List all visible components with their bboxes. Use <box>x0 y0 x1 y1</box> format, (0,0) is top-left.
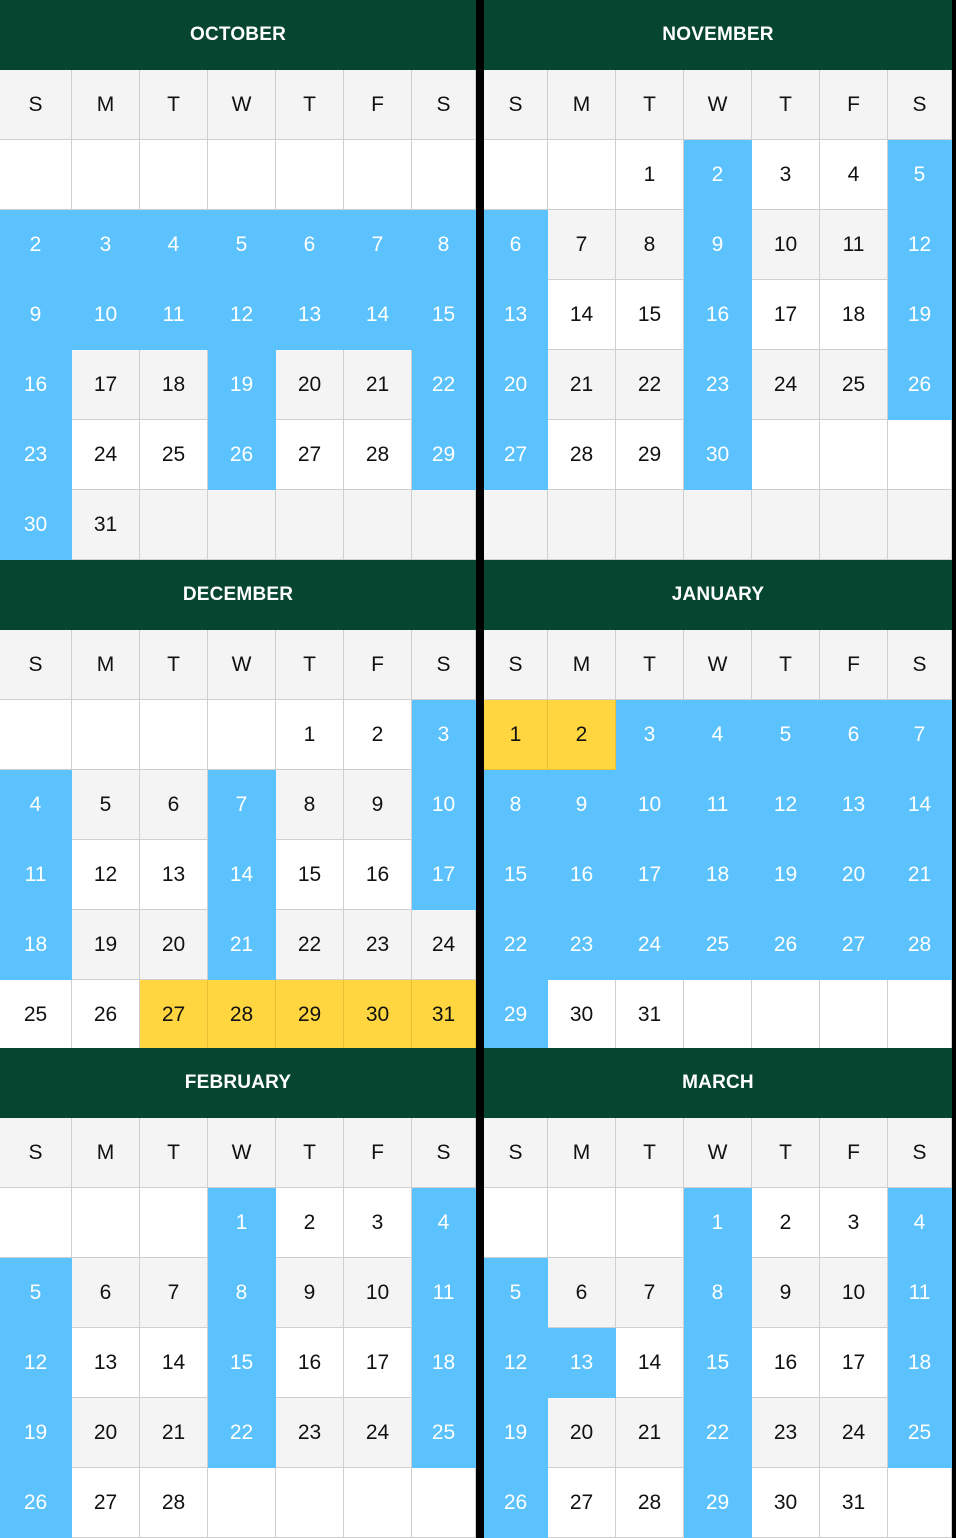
weekday-label: T <box>276 630 344 700</box>
day-cell: 10 <box>752 210 820 280</box>
day-cell: 1 <box>616 140 684 210</box>
day-cell: 9 <box>752 1258 820 1328</box>
empty-day-cell <box>0 1188 72 1258</box>
weekday-label: W <box>208 1118 276 1188</box>
day-cell: 29 <box>276 980 344 1050</box>
day-cell: 2 <box>684 140 752 210</box>
weekday-label: S <box>0 630 72 700</box>
day-cell: 4 <box>412 1188 476 1258</box>
day-cell: 12 <box>484 1328 548 1398</box>
weekday-label: S <box>888 630 952 700</box>
day-cell: 11 <box>140 280 208 350</box>
day-cell: 10 <box>412 770 476 840</box>
month-february <box>0 1048 476 1538</box>
day-cell: 8 <box>276 770 344 840</box>
day-cell: 28 <box>140 1468 208 1538</box>
day-cell: 18 <box>888 1328 952 1398</box>
weekday-label: T <box>752 1118 820 1188</box>
empty-day-cell <box>752 420 820 490</box>
day-cell: 26 <box>888 350 952 420</box>
day-cell: 10 <box>72 280 140 350</box>
day-cell: 28 <box>344 420 412 490</box>
day-cell: 13 <box>820 770 888 840</box>
day-cell: 16 <box>684 280 752 350</box>
day-cell: 1 <box>484 700 548 770</box>
month-title: MARCH <box>484 1048 952 1118</box>
day-cell: 18 <box>140 350 208 420</box>
day-cell: 13 <box>72 1328 140 1398</box>
day-cell: 23 <box>276 1398 344 1468</box>
day-cell: 20 <box>72 1398 140 1468</box>
day-cell: 30 <box>684 420 752 490</box>
day-cell: 30 <box>752 1468 820 1538</box>
day-cell: 25 <box>140 420 208 490</box>
day-cell: 30 <box>344 980 412 1050</box>
empty-day-cell <box>684 980 752 1050</box>
day-cell: 27 <box>548 1468 616 1538</box>
day-cell: 21 <box>616 1398 684 1468</box>
day-cell: 24 <box>752 350 820 420</box>
day-cell: 2 <box>548 700 616 770</box>
day-cell: 16 <box>752 1328 820 1398</box>
empty-day-cell <box>276 490 344 560</box>
day-cell: 28 <box>616 1468 684 1538</box>
day-cell: 14 <box>208 840 276 910</box>
weekday-label: S <box>412 70 476 140</box>
weekday-label: S <box>0 70 72 140</box>
day-cell: 18 <box>0 910 72 980</box>
month-january <box>484 560 952 1050</box>
weekday-label: M <box>72 1118 140 1188</box>
weekday-label: T <box>140 630 208 700</box>
weekday-label: W <box>208 630 276 700</box>
empty-day-cell <box>0 140 72 210</box>
empty-day-cell <box>208 140 276 210</box>
day-cell: 21 <box>344 350 412 420</box>
month-title: NOVEMBER <box>484 0 952 70</box>
day-cell: 18 <box>684 840 752 910</box>
weekday-label: T <box>616 70 684 140</box>
weekday-label: S <box>412 630 476 700</box>
day-cell: 3 <box>752 140 820 210</box>
day-cell: 18 <box>412 1328 476 1398</box>
weekday-label: S <box>412 1118 476 1188</box>
day-cell: 16 <box>276 1328 344 1398</box>
day-cell: 31 <box>820 1468 888 1538</box>
day-cell: 27 <box>72 1468 140 1538</box>
empty-day-cell <box>548 140 616 210</box>
day-cell: 27 <box>140 980 208 1050</box>
weekday-label: S <box>0 1118 72 1188</box>
empty-day-cell <box>72 1188 140 1258</box>
day-cell: 28 <box>548 420 616 490</box>
weekday-label: M <box>72 70 140 140</box>
day-cell: 13 <box>548 1328 616 1398</box>
day-cell: 19 <box>72 910 140 980</box>
day-cell: 24 <box>820 1398 888 1468</box>
weekday-label: T <box>752 630 820 700</box>
day-cell: 30 <box>0 490 72 560</box>
day-cell: 19 <box>0 1398 72 1468</box>
empty-day-cell <box>484 1188 548 1258</box>
empty-day-cell <box>72 140 140 210</box>
day-cell: 12 <box>208 280 276 350</box>
empty-day-cell <box>484 490 548 560</box>
day-cell: 21 <box>208 910 276 980</box>
day-cell: 7 <box>888 700 952 770</box>
day-cell: 5 <box>484 1258 548 1328</box>
month-title: DECEMBER <box>0 560 476 630</box>
empty-day-cell <box>208 700 276 770</box>
weekday-label: W <box>684 1118 752 1188</box>
day-cell: 4 <box>140 210 208 280</box>
day-cell: 13 <box>140 840 208 910</box>
day-cell: 8 <box>684 1258 752 1328</box>
day-cell: 15 <box>276 840 344 910</box>
day-cell: 26 <box>752 910 820 980</box>
day-cell: 11 <box>888 1258 952 1328</box>
day-cell: 7 <box>140 1258 208 1328</box>
day-cell: 26 <box>484 1468 548 1538</box>
empty-day-cell <box>616 490 684 560</box>
weekday-label: F <box>820 630 888 700</box>
month-december <box>0 560 476 1050</box>
day-cell: 31 <box>72 490 140 560</box>
day-cell: 6 <box>140 770 208 840</box>
empty-day-cell <box>684 490 752 560</box>
weekday-label: F <box>820 1118 888 1188</box>
weekday-label: F <box>820 70 888 140</box>
day-cell: 22 <box>684 1398 752 1468</box>
day-cell: 4 <box>684 700 752 770</box>
weekday-label: S <box>888 1118 952 1188</box>
day-cell: 16 <box>344 840 412 910</box>
weekday-label: M <box>548 70 616 140</box>
empty-day-cell <box>140 140 208 210</box>
day-cell: 20 <box>820 840 888 910</box>
day-cell: 1 <box>684 1188 752 1258</box>
weekday-label: S <box>484 630 548 700</box>
day-cell: 12 <box>752 770 820 840</box>
empty-day-cell <box>72 700 140 770</box>
day-cell: 25 <box>684 910 752 980</box>
day-cell: 23 <box>684 350 752 420</box>
empty-day-cell <box>140 490 208 560</box>
day-cell: 15 <box>412 280 476 350</box>
day-cell: 7 <box>616 1258 684 1328</box>
day-cell: 19 <box>888 280 952 350</box>
weekday-label: F <box>344 70 412 140</box>
empty-day-cell <box>208 490 276 560</box>
day-cell: 14 <box>888 770 952 840</box>
day-cell: 26 <box>208 420 276 490</box>
weekday-label: T <box>616 1118 684 1188</box>
day-cell: 9 <box>344 770 412 840</box>
day-cell: 2 <box>344 700 412 770</box>
day-cell: 14 <box>548 280 616 350</box>
day-cell: 17 <box>72 350 140 420</box>
day-cell: 8 <box>484 770 548 840</box>
day-cell: 6 <box>72 1258 140 1328</box>
day-cell: 24 <box>412 910 476 980</box>
day-cell: 26 <box>72 980 140 1050</box>
empty-day-cell <box>344 140 412 210</box>
day-cell: 28 <box>888 910 952 980</box>
day-cell: 7 <box>208 770 276 840</box>
day-cell: 8 <box>412 210 476 280</box>
day-cell: 19 <box>484 1398 548 1468</box>
weekday-label: M <box>548 1118 616 1188</box>
day-cell: 16 <box>0 350 72 420</box>
empty-day-cell <box>0 700 72 770</box>
day-cell: 29 <box>616 420 684 490</box>
month-march <box>484 1048 952 1538</box>
day-cell: 14 <box>616 1328 684 1398</box>
day-cell: 22 <box>616 350 684 420</box>
day-cell: 3 <box>72 210 140 280</box>
day-cell: 19 <box>208 350 276 420</box>
day-cell: 17 <box>344 1328 412 1398</box>
day-cell: 21 <box>888 840 952 910</box>
day-cell: 11 <box>684 770 752 840</box>
empty-day-cell <box>888 1468 952 1538</box>
day-cell: 9 <box>548 770 616 840</box>
day-cell: 17 <box>752 280 820 350</box>
weekday-label: F <box>344 1118 412 1188</box>
weekday-label: W <box>684 630 752 700</box>
day-cell: 5 <box>888 140 952 210</box>
weekday-label: T <box>276 70 344 140</box>
weekday-label: T <box>616 630 684 700</box>
day-cell: 8 <box>208 1258 276 1328</box>
empty-day-cell <box>888 490 952 560</box>
day-cell: 25 <box>820 350 888 420</box>
empty-day-cell <box>752 980 820 1050</box>
day-cell: 31 <box>616 980 684 1050</box>
day-cell: 6 <box>820 700 888 770</box>
day-cell: 9 <box>684 210 752 280</box>
empty-day-cell <box>412 490 476 560</box>
day-cell: 15 <box>208 1328 276 1398</box>
day-cell: 22 <box>208 1398 276 1468</box>
day-cell: 20 <box>548 1398 616 1468</box>
day-cell: 13 <box>276 280 344 350</box>
weekday-label: T <box>276 1118 344 1188</box>
day-cell: 19 <box>752 840 820 910</box>
day-cell: 23 <box>344 910 412 980</box>
day-cell: 31 <box>412 980 476 1050</box>
empty-day-cell <box>820 980 888 1050</box>
month-title: FEBRUARY <box>0 1048 476 1118</box>
day-cell: 20 <box>140 910 208 980</box>
day-cell: 27 <box>276 420 344 490</box>
day-cell: 17 <box>820 1328 888 1398</box>
day-cell: 10 <box>344 1258 412 1328</box>
day-cell: 6 <box>276 210 344 280</box>
day-cell: 14 <box>344 280 412 350</box>
day-cell: 21 <box>140 1398 208 1468</box>
day-cell: 8 <box>616 210 684 280</box>
empty-day-cell <box>616 1188 684 1258</box>
day-cell: 15 <box>616 280 684 350</box>
weekday-label: T <box>140 70 208 140</box>
day-cell: 3 <box>820 1188 888 1258</box>
day-cell: 9 <box>276 1258 344 1328</box>
empty-day-cell <box>140 700 208 770</box>
day-cell: 7 <box>548 210 616 280</box>
day-cell: 27 <box>484 420 548 490</box>
day-cell: 26 <box>0 1468 72 1538</box>
weekday-label: M <box>548 630 616 700</box>
day-cell: 11 <box>820 210 888 280</box>
empty-day-cell <box>412 1468 476 1538</box>
day-cell: 6 <box>484 210 548 280</box>
empty-day-cell <box>752 490 820 560</box>
empty-day-cell <box>412 140 476 210</box>
empty-day-cell <box>484 140 548 210</box>
day-cell: 9 <box>0 280 72 350</box>
day-cell: 27 <box>820 910 888 980</box>
empty-day-cell <box>548 1188 616 1258</box>
day-cell: 16 <box>548 840 616 910</box>
day-cell: 21 <box>548 350 616 420</box>
day-cell: 7 <box>344 210 412 280</box>
day-cell: 17 <box>616 840 684 910</box>
month-title: OCTOBER <box>0 0 476 70</box>
month-october <box>0 0 476 560</box>
day-cell: 15 <box>484 840 548 910</box>
day-cell: 28 <box>208 980 276 1050</box>
day-cell: 4 <box>888 1188 952 1258</box>
day-cell: 13 <box>484 280 548 350</box>
day-cell: 11 <box>412 1258 476 1328</box>
day-cell: 18 <box>820 280 888 350</box>
day-cell: 4 <box>820 140 888 210</box>
day-cell: 5 <box>752 700 820 770</box>
day-cell: 15 <box>684 1328 752 1398</box>
weekday-label: W <box>208 70 276 140</box>
day-cell: 2 <box>276 1188 344 1258</box>
weekday-label: S <box>484 70 548 140</box>
empty-day-cell <box>208 1468 276 1538</box>
day-cell: 17 <box>412 840 476 910</box>
day-cell: 1 <box>276 700 344 770</box>
day-cell: 22 <box>484 910 548 980</box>
day-cell: 3 <box>412 700 476 770</box>
empty-day-cell <box>276 1468 344 1538</box>
empty-day-cell <box>276 140 344 210</box>
weekday-label: F <box>344 630 412 700</box>
day-cell: 29 <box>684 1468 752 1538</box>
day-cell: 20 <box>484 350 548 420</box>
day-cell: 22 <box>412 350 476 420</box>
day-cell: 5 <box>0 1258 72 1328</box>
month-november <box>484 0 952 560</box>
weekday-label: T <box>752 70 820 140</box>
day-cell: 12 <box>0 1328 72 1398</box>
day-cell: 14 <box>140 1328 208 1398</box>
day-cell: 23 <box>548 910 616 980</box>
day-cell: 3 <box>616 700 684 770</box>
empty-day-cell <box>888 420 952 490</box>
weekday-label: S <box>484 1118 548 1188</box>
day-cell: 12 <box>888 210 952 280</box>
day-cell: 25 <box>0 980 72 1050</box>
empty-day-cell <box>820 490 888 560</box>
day-cell: 10 <box>820 1258 888 1328</box>
weekday-label: T <box>140 1118 208 1188</box>
day-cell: 6 <box>548 1258 616 1328</box>
day-cell: 5 <box>72 770 140 840</box>
day-cell: 25 <box>888 1398 952 1468</box>
day-cell: 22 <box>276 910 344 980</box>
empty-day-cell <box>888 980 952 1050</box>
day-cell: 11 <box>0 840 72 910</box>
day-cell: 23 <box>0 420 72 490</box>
empty-day-cell <box>548 490 616 560</box>
empty-day-cell <box>140 1188 208 1258</box>
weekday-label: M <box>72 630 140 700</box>
day-cell: 24 <box>72 420 140 490</box>
day-cell: 29 <box>484 980 548 1050</box>
empty-day-cell <box>344 1468 412 1538</box>
weekday-label: W <box>684 70 752 140</box>
day-cell: 23 <box>752 1398 820 1468</box>
day-cell: 4 <box>0 770 72 840</box>
weekday-label: S <box>888 70 952 140</box>
day-cell: 2 <box>752 1188 820 1258</box>
day-cell: 5 <box>208 210 276 280</box>
empty-day-cell <box>820 420 888 490</box>
day-cell: 10 <box>616 770 684 840</box>
month-title: JANUARY <box>484 560 952 630</box>
day-cell: 12 <box>72 840 140 910</box>
day-cell: 20 <box>276 350 344 420</box>
day-cell: 25 <box>412 1398 476 1468</box>
day-cell: 24 <box>616 910 684 980</box>
day-cell: 29 <box>412 420 476 490</box>
day-cell: 3 <box>344 1188 412 1258</box>
day-cell: 24 <box>344 1398 412 1468</box>
empty-day-cell <box>344 490 412 560</box>
day-cell: 1 <box>208 1188 276 1258</box>
day-cell: 2 <box>0 210 72 280</box>
day-cell: 30 <box>548 980 616 1050</box>
